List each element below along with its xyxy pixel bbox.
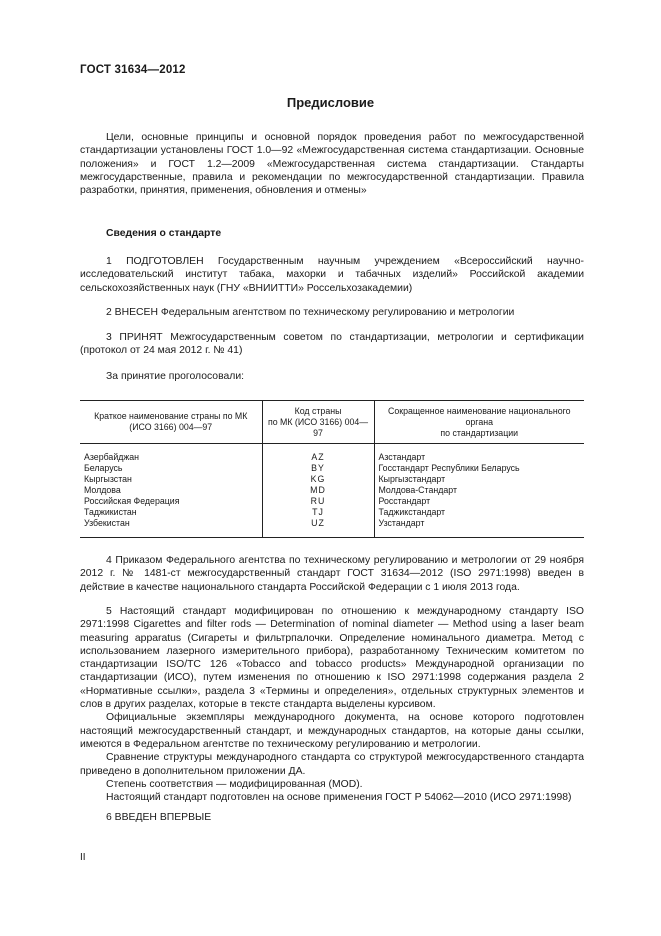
country-cell: Таджикистан [84, 507, 137, 517]
country-cell: Беларусь [84, 463, 123, 473]
body-cell: Госстандарт Республики Беларусь [378, 463, 520, 473]
country-cell: Молдова [84, 485, 121, 495]
country-cell: Азербайджан [84, 452, 139, 462]
body-cell: Таджикстандарт [378, 507, 446, 517]
header-code [262, 401, 374, 444]
standard-code-header: ГОСТ 31634—2012 [80, 64, 186, 76]
item-5-paragraph: 5 Настоящий стандарт модифицирован по отношению к международному стандарту ISO 2971:1998 Cigarettes and filter rods — Determination of nominal diameter — Method using a laser beam measuring apparatus (Сигареты и фильтрпалочки. Определение номинального диаметра. Метод с использованием лазерного измерительного прибора), разработанному Техническим комитетом по стандартизации ISO/TC 126 «Tobacco and tobacco products» Международной организации по стандартизации (ИСО), путем изменения по отношению к ISO 2971:1998 содержания раздела 2 «Нормативные ссылки», раздела 3 «Термины и определения», отдельных структурных элементов и слов в других разделах, которые в тексте стандарта выделены курсивом. [80, 606, 584, 711]
item-2-paragraph: 2 ВНЕСЕН Федеральным агентством по техническому регулированию и метрологии [106, 307, 515, 318]
country-column [80, 444, 262, 538]
code-cell: MD [310, 485, 326, 495]
item-6-line: 6 ВВЕДЕН ВПЕРВЫЕ [106, 812, 212, 823]
item-3-paragraph: 3 ПРИНЯТ Межгосударственным советом по стандартизации, метрологии и сертификации (протокол от 24 мая 2012 г. № 41) [80, 332, 584, 357]
header-code-line1: Код страны [294, 405, 342, 416]
item-3-block [80, 331, 584, 358]
intro-block [80, 131, 584, 197]
table-header-row [80, 401, 584, 444]
item-1-paragraph: 1 ПОДГОТОВЛЕН Государственным научным учреждением «Всероссийский научно-исследовательский институт табака, махорки и табачных изделий» Российской академии сельскохозяйственных наук (ГНУ «ВНИИТТИ» Россельхозакадемии) [80, 256, 584, 294]
info-heading: Сведения о стандарте [106, 228, 222, 239]
header-body-line2: по стандартизации [440, 427, 519, 438]
voting-table [80, 400, 584, 538]
country-cell: Российская Федерация [84, 496, 180, 506]
code-cell: KG [310, 474, 326, 484]
item-5-degree: Степень соответствия — модифицированная (MOD). [106, 778, 363, 790]
header-body-line1: Сокращенное наименование национального органа [387, 405, 571, 427]
code-cell: TJ [312, 507, 324, 517]
header-body [374, 401, 584, 444]
code-cell: UZ [311, 518, 325, 528]
country-cell: Кыргызстан [84, 474, 132, 484]
item-5-block [80, 605, 584, 804]
code-column [262, 444, 374, 538]
item-1-block [80, 255, 584, 295]
item-4-block [80, 554, 584, 594]
item-6-block [80, 811, 584, 824]
header-code-line2: по МК (ИСО 3166) 004—97 [267, 416, 369, 438]
header-country [80, 401, 262, 444]
item-4-paragraph: 4 Приказом Федерального агентства по техническому регулированию и метрологии от 29 ноября 2012 г. № 1481-ст межгосударственный стандарт ГОСТ 31634—2012 (ISO 2971:1998) введен в действие в качестве национального стандарта Российской Федерации с 1 июля 2013 года. [80, 555, 584, 593]
voted-block [80, 370, 584, 383]
body-column [374, 444, 584, 538]
header-country-line1: Краткое наименование страны по МК [94, 411, 248, 421]
code-cell: RU [310, 496, 326, 506]
item-2-block [80, 306, 584, 319]
page-title: Предисловие [286, 95, 375, 110]
body-cell: Росстандарт [378, 496, 431, 506]
code-cell: BY [311, 463, 325, 473]
body-cell: Азстандарт [378, 452, 426, 462]
table-body-row [80, 444, 584, 538]
info-heading-block [80, 227, 584, 240]
body-cell: Молдова-Стандарт [378, 485, 457, 495]
page-number: II [80, 852, 86, 863]
voted-line: За принятие проголосовали: [106, 371, 245, 382]
body-cell: Узстандарт [378, 518, 425, 528]
item-5-comparison: Сравнение структуры международного стандарта со структурой межгосударственного стандарта приведено в дополнительном приложении ДА. [80, 752, 584, 777]
country-cell: Узбекистан [84, 518, 130, 528]
item-5-official-copies: Официальные экземпляры международного документа, на основе которого подготовлен настоящий межгосударственный стандарт, и международных стандартов, на которые даны ссылки, имеются в Федеральном агентстве по техническому регулированию и метрологии. [80, 712, 584, 750]
header-country-line2: (ИСО 3166) 004—97 [129, 422, 213, 432]
intro-paragraph: Цели, основные принципы и основной порядок проведения работ по межгосударственной стандартизации установлены ГОСТ 1.0—92 «Межгосударственная система стандартизации. Основные положения» и ГОСТ 1.2—2009 «Межгосударственная система стандартизации. Стандарты межгосударственные, правила и рекомендации по межгосударственной стандартизации. Правила разработки, принятия, применения, обновления и отмены» [80, 132, 584, 197]
body-cell: Кыргызстандарт [378, 474, 446, 484]
code-cell: AZ [311, 452, 325, 462]
item-5-basis: Настоящий стандарт подготовлен на основе применения ГОСТ Р 54062—2010 (ИСО 2971:1998) [106, 792, 572, 804]
